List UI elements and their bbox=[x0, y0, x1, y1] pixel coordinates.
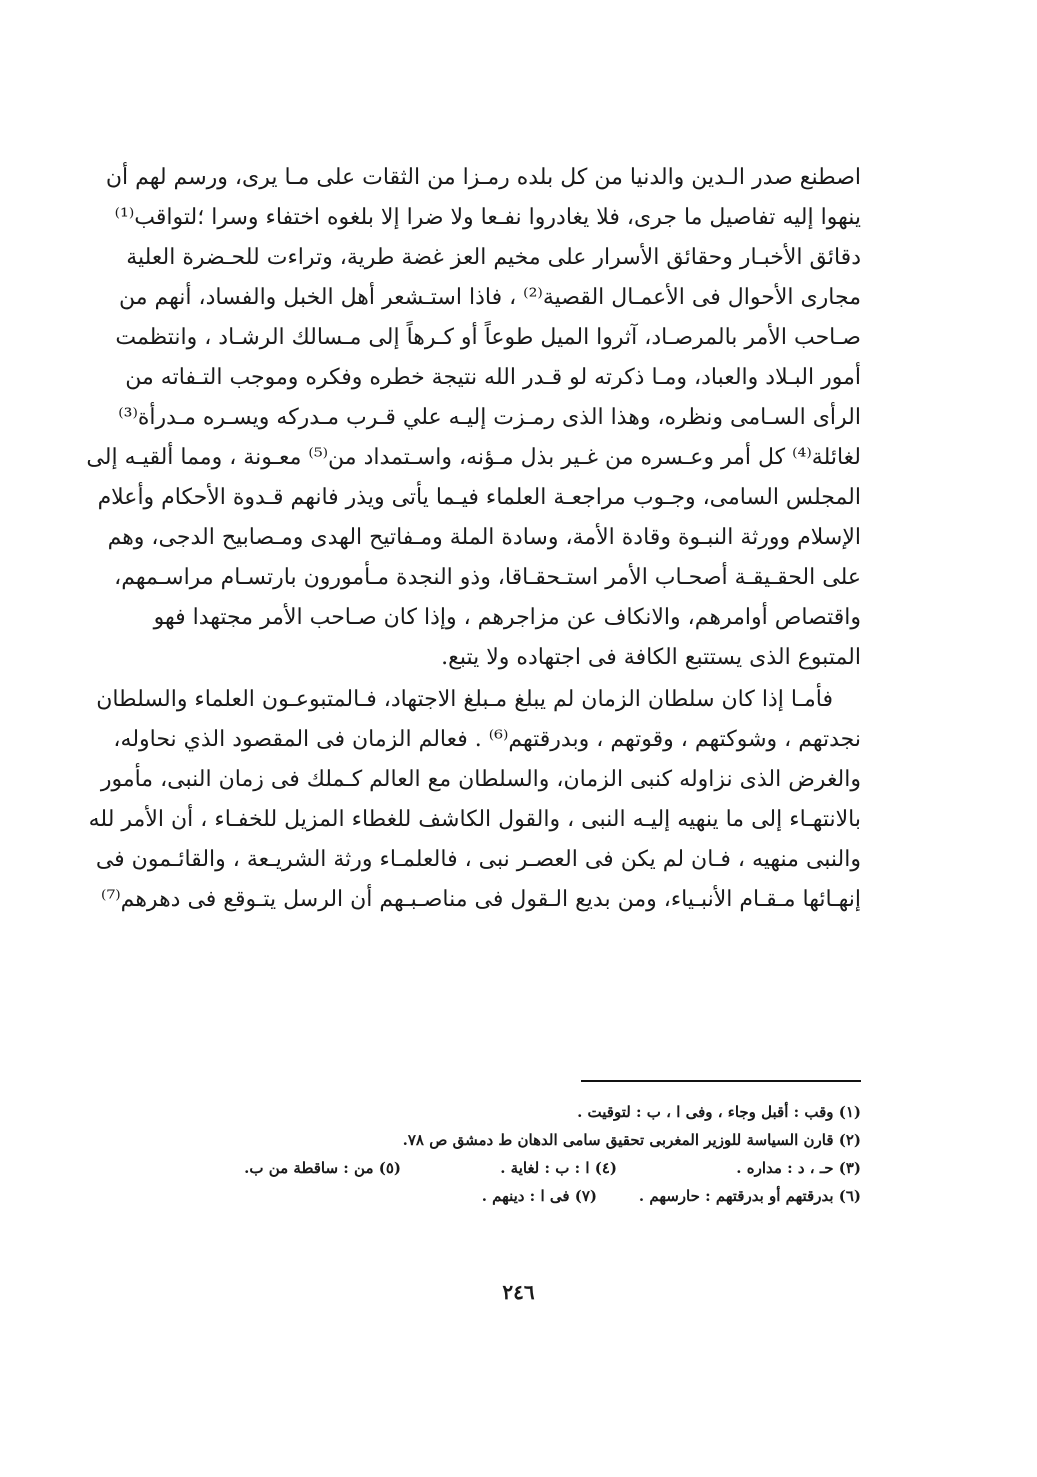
body-line-3: دقائق الأخبـار وحقائق الأسرار على مخيم العز غضة طرية، وتراءت للحـضرة العلية bbox=[126, 245, 861, 270]
body-line-2: ينهوا إليه تفاصيل ما جرى، فلا يغادروا نفـعا ولا ضرا إلا بلغوه اختفاء وسرا ؛لتواقب⁽¹⁾ bbox=[114, 205, 861, 230]
body-line-16: والغرض الذى نزاوله كنبى الزمان، والسلطان مع العالم كـملك فى زمان النبى، مأمور bbox=[100, 767, 861, 792]
body-line-1: اصطنع صدر الـدين والدنيا من كل بلده رمـزا من الثقات على مـا يرى، ورسم لهم أن bbox=[105, 165, 861, 190]
body-line-9: المجلس السامى، وجـوب مراجعـة العلماء فيـما يأتى ويذر فانهم قـدوة الأحكام وأعلام bbox=[97, 485, 861, 510]
body-line-6: أمور البـلاد والعباد، ومـا ذكرته لو قـدر الله نتيجة خطره وفكره وموجب التـفاته من bbox=[125, 365, 861, 390]
body-line-7: الرأى السـامى ونظره، وهذا الذى رمـزت إليـه علي قـرب مـدركه ويسـره مـدرأة⁽³⁾ bbox=[118, 405, 861, 430]
body-line-14: فأمـا إذا كان سلطان الزمان لم يبلغ مـبلغ الاجتهاد، فـالمتبوعـون العلماء والسلطان bbox=[96, 687, 833, 712]
footnote-5: (٥) من : ساقطة من ب. bbox=[244, 1159, 401, 1177]
footnote-4: (٤) ا : ب : لغاية . bbox=[500, 1159, 617, 1177]
footnote-6: (٦) بدرقتهم أو بدرقتهم : حارسهم . bbox=[638, 1187, 861, 1205]
body-line-4: مجارى الأحوال فى الأعمـال القصية⁽²⁾ ، فاذا استـشعر أهل الخبل والفساد، أنهم من bbox=[118, 285, 861, 310]
body-line-11: على الحقـيقـة أصحـاب الأمر استـحقـاقا، وذو النجدة مـأمورون بارتسـام مراسـمهم، bbox=[114, 565, 861, 590]
body-line-12: واقتصاص أوامرهم، والانكاف عن مزاجرهم ، وإذا كان صـاحب الأمر مجتهدا فهو bbox=[153, 605, 861, 630]
footnote-separator bbox=[581, 1080, 861, 1082]
footnote-7: (٧) فى ا : دينهم . bbox=[481, 1187, 597, 1205]
body-line-10: الإسلام وورثة النبـوة وقادة الأمة، وسادة الملة ومـفاتيح الهدى ومـصابيح الدجى، وهم bbox=[107, 525, 861, 550]
body-line-15: نجدتهم ، وشوكتهم ، وقوتهم ، وبدرقتهم⁽⁶⁾ . فعالم الزمان فى المقصود الذي نحاوله، bbox=[113, 727, 861, 752]
body-line-8: لغائلة⁽⁴⁾ كل أمر وعـسره من غـير بذل مـؤنه، واسـتمداد من⁽⁵⁾ معـونة ، ومما ألقيـه إلى bbox=[86, 445, 861, 470]
page-number: ٢٤٦ bbox=[502, 1280, 535, 1304]
body-line-18: والنبى منهيه ، فـان لم يكن فى العصـر نبى ، فالعلمـاء ورثة الشريـعة ، والقائـمون فى bbox=[95, 847, 861, 872]
footnote-1: (١) وقب : أقبل وجاء ، وفى ا ، ب : لتوقيت . bbox=[577, 1103, 861, 1121]
body-line-19: إنهـائها مـقـام الأنبـياء، ومن بديع الـقول فى مناصـبـهم أن الرسل يتـوقع فى دهرهم⁽⁷⁾ bbox=[101, 887, 861, 912]
footnote-2: (٢) قارن السياسة للوزير المغربى تحقيق سامى الدهان ط دمشق ص ٧٨. bbox=[402, 1131, 861, 1149]
body-line-5: صـاحب الأمر بالمرصـاد، آثروا الميل طوعاً أو كـرهاً إلى مـسالك الرشـاد ، وانتظمت bbox=[115, 325, 861, 350]
footnote-3: (٣) حـ ، د : مداره . bbox=[736, 1159, 861, 1177]
body-line-17: بالانتهـاء إلى ما ينهيه إليـه النبى ، والقول الكاشف للغطاء المزيل للخفـاء ، أن الأمر لله bbox=[88, 807, 861, 832]
body-line-13: المتبوع الذى يستتبع الكافة فى اجتهاده ولا يتبع. bbox=[441, 645, 861, 670]
